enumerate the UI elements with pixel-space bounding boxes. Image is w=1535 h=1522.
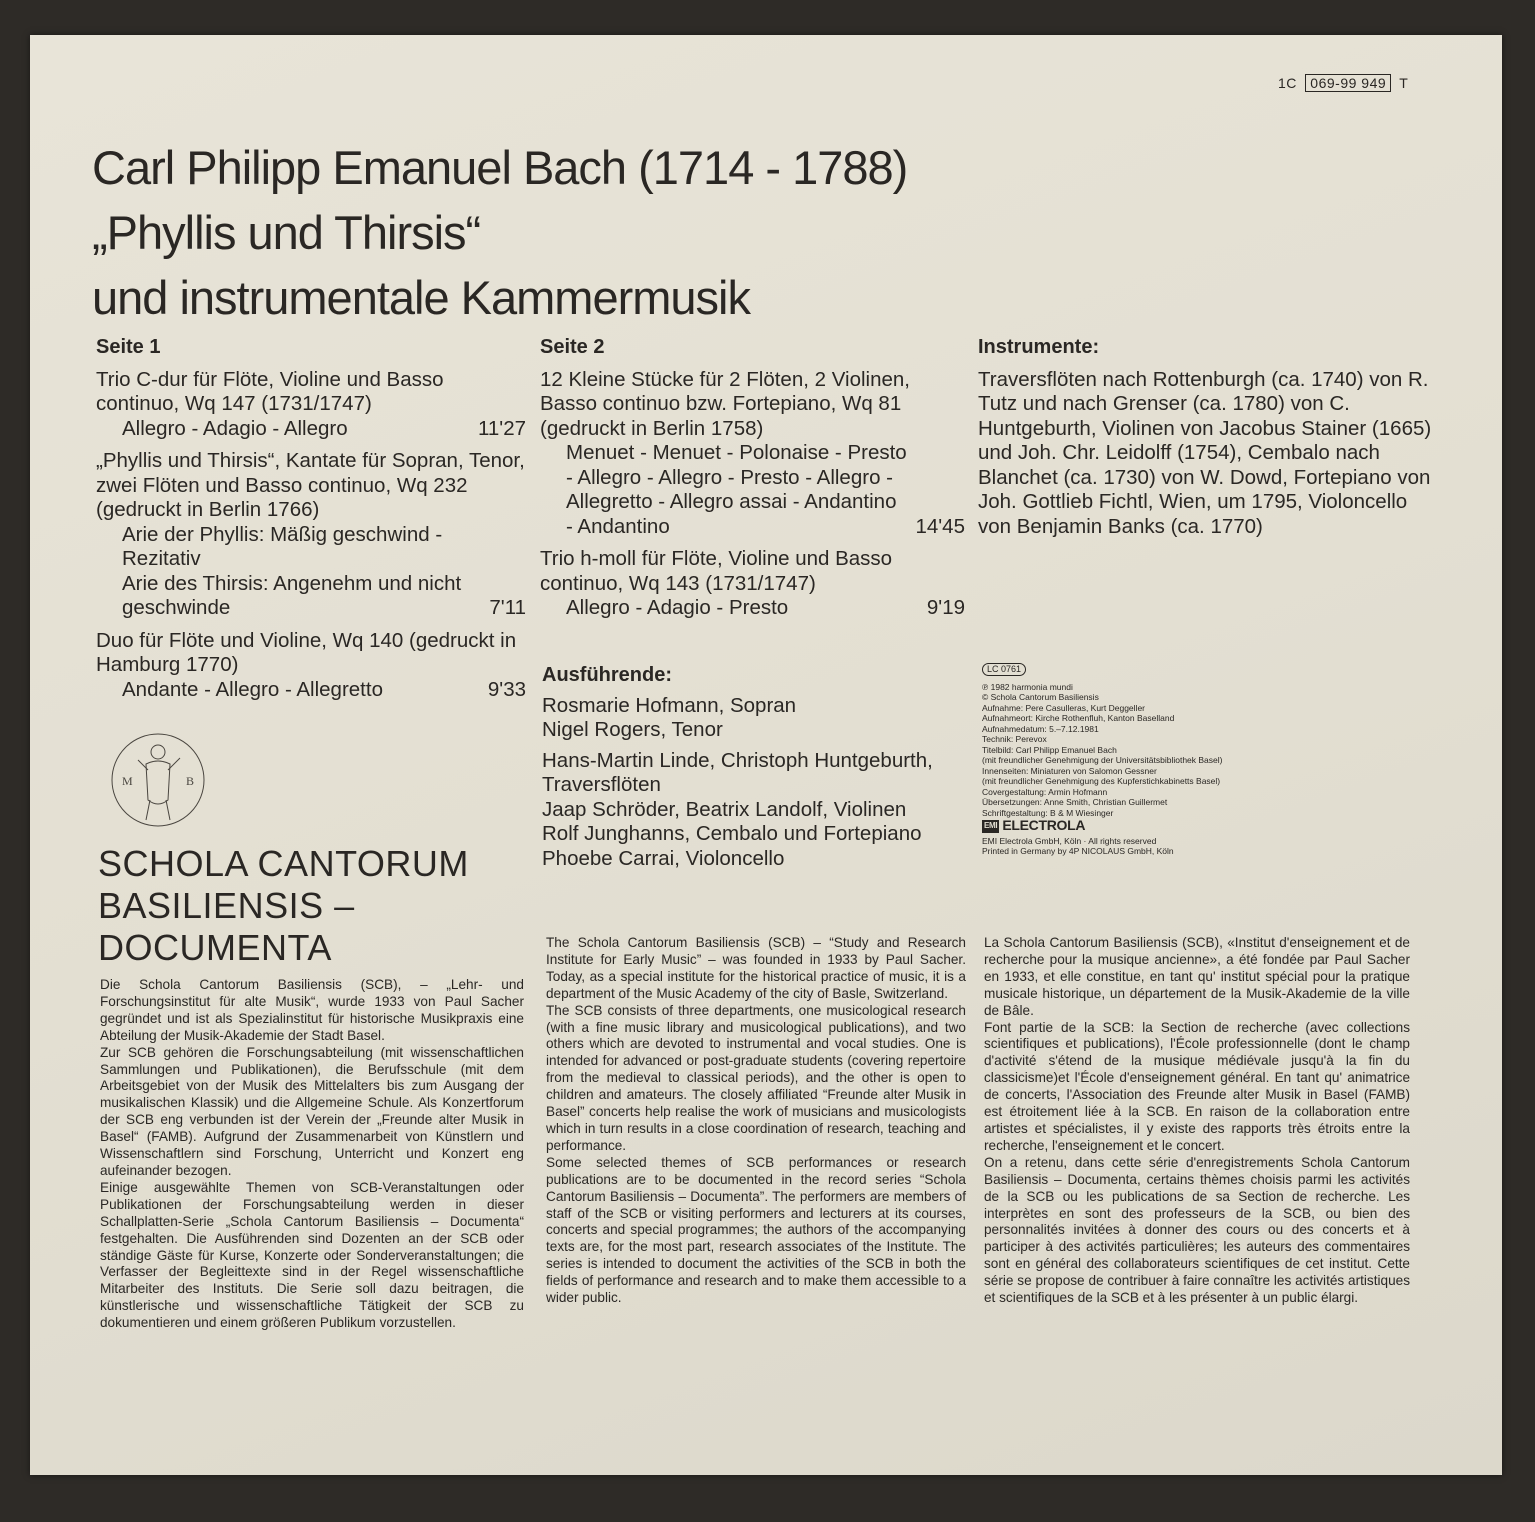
title-work: „Phyllis und Thirsis“ [92, 206, 481, 259]
side-1-work-2 [96, 449, 526, 621]
credit-line: Covergestaltung: Armin Hofmann [982, 786, 1108, 797]
catalog-number-box: 069-99 949 [1305, 74, 1391, 92]
performer: Rosmarie Hofmann, Sopran [542, 693, 797, 717]
album-title [92, 135, 907, 330]
work-title: Duo für Flöte und Violine, Wq 140 (gedruckt in Hamburg 1770) [96, 628, 517, 676]
paragraph: Einige ausgewählte Themen von SCB-Veranstaltungen oder Publikationen der Forschungsabteilung werden in dieser Schallplatten-Serie „Schola Cantorum Basiliensis – Documenta“ festgehalten. Die Ausführenden sind Dozenten an der SCB oder ständige Gäste für Kurse, Konzerte oder Sonderveranstaltungen; die Verfasser der Begleittexte sind in der Regel wissenschaftliche Mitarbeiter des Instituts. Die Serie soll dazu beitragen, die künstlerische und wissenschaftliche Tätigkeit der SCB zu dokumentieren und einem größeren Publikum vorzustellen. [100, 1179, 524, 1331]
series-title [98, 843, 469, 969]
academy-seal-icon [108, 730, 208, 830]
performers-section [542, 663, 982, 871]
side-1-tracklist [96, 335, 526, 702]
series-title-line: DOCUMENTA [98, 927, 332, 968]
work-duration: 11'27 [478, 416, 526, 440]
work-duration: 14'45 [915, 514, 965, 538]
work-duration: 7'11 [489, 596, 526, 619]
credit-line: Schriftgestaltung: B & M Wiesinger [982, 807, 1114, 818]
catalog-number [1278, 75, 1408, 91]
performer: Phoebe Carrai, Violoncello [542, 846, 785, 870]
credit-line: ℗ 1982 harmonia mundi [982, 681, 1073, 692]
paragraph: On a retenu, dans cette série d'enregistrements Schola Cantorum Basiliensis – Documenta, certains thèmes choisis parmi les activités de la SCB ou les publications de sa Section de recherche. Les interprètes en sont des professeurs de la SCB, ou bien des personnalités invitées à donner des cours ou des concerts et à participer à des activités particulières; les auteurs des commentaires sont en général des collaborateurs scientifiques de cet institut. Cette série se propose de contribuer à faire connaître les activités artistiques et scientifiques de la SCB et à les présenter à un public élargi. [984, 1154, 1410, 1306]
label-code: LC 0761 [982, 663, 1026, 676]
instruments-text: Traversflöten nach Rottenburgh (ca. 1740) von R. Tutz und nach Grenser (ca. 1780) von C. Huntgeburth, Violinen von Jacobus Stainer (1665) und Joh. Chr. Leidolff (1754), Cembalo nach Blanchet (ca. 1730) von W. Dowd, Fortepiano von Joh. Gottlieb Fichtl, Wien, um 1795, Violoncello von Benjamin Banks (ca. 1770) [978, 367, 1432, 538]
credit-line: Innenseiten: Miniaturen von Salomon Gessner [982, 765, 1157, 776]
credit-line: (mit freundlicher Genehmigung des Kupferstichkabinetts Basel) [982, 776, 1221, 786]
series-title-line: BASILIENSIS – [98, 885, 355, 926]
work-movements: Andante - Allegro - Allegretto [122, 677, 383, 701]
instruments-heading: Instrumente: [978, 336, 1100, 358]
paragraph: Font partie de la SCB: la Section de recherche (avec collections scientifiques et publications), l'École professionnelle (dont le champ d'activité s'étend de la musique médiévale jusqu'à la fin du classicisme)et l'École d'enseignement général. En tant qu' animatrice de concerts, l'Association des Freunde alter Musik in Basel (FAMB) est étroitement liée à la SCB. En raison de la collaboration entre artistes et spécialistes, il y existe des rapports très étroits entre la recherche, l'enseignement et le concert. [984, 1019, 1410, 1153]
side-1-heading: Seite 1 [96, 336, 161, 358]
credit-line: Technik: Perevox [982, 734, 1047, 744]
credit-line: Übersetzungen: Anne Smith, Christian Guillermet [982, 797, 1168, 807]
title-subtitle: und instrumentale Kammermusik [92, 271, 750, 324]
work-title: „Phyllis und Thirsis“, Kantate für Sopran, Tenor, zwei Flöten und Basso continuo, Wq 232 (gedruckt in Berlin 1766) [96, 449, 525, 521]
credit-line: Printed in Germany by 4P NICOLAUS GmbH, Köln [982, 846, 1174, 857]
credit-line: Aufnahmeort: Kirche Rothenfluh, Kanton Baselland [982, 713, 1175, 723]
work-title: Trio C-dur für Flöte, Violine und Basso continuo, Wq 147 (1731/1747) [96, 367, 444, 415]
paragraph: Zur SCB gehören die Forschungsabteilung (mit wissenschaftlichen Sammlungen und Publikationen), die Berufsschule (mit dem Arbeitsgebiet von der Musik des Mittelalters bis zum Ausgang der musikalischen Klassik) und die Allgemeine Schule. Als Konzertforum der SCB eng verbunden ist der Verein der „Freunde alter Musik in Basel“ (FAMB). Aufgrund der Zusammenarbeit von Künstlern und Wissenschaftlern sind Forschung, Unterricht und Konzert eng aufeinander bezogen. [100, 1044, 524, 1178]
credits-block [982, 663, 1312, 857]
performers-heading: Ausführende: [542, 664, 672, 686]
performer: Rolf Junghanns, Cembalo und Fortepiano [542, 822, 922, 845]
text-french [984, 935, 1410, 1307]
work-movements: Arie des Thirsis: Angenehm und nicht geschwinde [122, 571, 462, 619]
catalog-prefix: 1C [1278, 75, 1297, 91]
side-2-heading: Seite 2 [540, 336, 605, 358]
paragraph: Some selected themes of SCB performances or research publications are to be documented in the record series “Schola Cantorum Basiliensis – Documenta”. The performers are members of staff of the SCB or visiting performers and lecturers at its courses, concerts and special programmes; the authors of the accompanying texts are, for the most part, research associates of the Institute. The series is intended to document the activities of the SCB in both the fields of performance and research and to make them accessible to a wider public. [546, 1154, 966, 1306]
work-movements: Arie der Phyllis: Mäßig geschwind - Rezitativ [122, 522, 443, 570]
work-duration: 9'33 [487, 677, 526, 701]
credit-line: © Schola Cantorum Basiliensis [982, 692, 1099, 702]
work-duration: 9'19 [926, 596, 965, 619]
credit-line: Aufnahme: Pere Casulleras, Kurt Deggeller [982, 702, 1145, 713]
performer: Jaap Schröder, Beatrix Landolf, Violinen [542, 797, 907, 821]
side-2-work-2 [540, 547, 965, 621]
side-2-work-1 [540, 368, 965, 540]
credit-line: Aufnahmedatum: 5.–7.12.1981 [982, 723, 1099, 734]
seal-letter-left: M [122, 774, 133, 788]
electrola-logo [982, 817, 1086, 833]
instruments-section [978, 335, 1438, 539]
paragraph: The Schola Cantorum Basiliensis (SCB) – “Study and Research Institute for Early Music” – was founded in 1933 by Paul Sacher. Today, as a special institute for the historical practice of music, it is a department of the Music Academy of the city of Basle, Switzerland. [546, 935, 966, 1001]
credit-line: EMI Electrola GmbH, Köln · All rights reserved [982, 835, 1157, 846]
work-movements: Allegro - Adagio - Allegro [122, 416, 348, 440]
title-composer: Carl Philipp Emanuel Bach (1714 - 1788) [92, 141, 908, 194]
credit-line: Titelbild: Carl Philipp Emanuel Bach [982, 744, 1117, 755]
credit-line: (mit freundlicher Genehmigung der Universitätsbibliothek Basel) [982, 755, 1223, 765]
work-title: Trio h-moll für Flöte, Violine und Basso continuo, Wq 143 (1731/1747) [540, 547, 893, 595]
paragraph: La Schola Cantorum Basiliensis (SCB), «Institut d'enseignement et de recherche pour la musique ancienne», a été fondée par Paul Sacher en 1933, et elle constitue, en tant qu' institut spécial pour la pratique musicale historique, un département de la Musik-Akademie de la ville de Bâle. [984, 935, 1410, 1018]
text-german [100, 977, 524, 1332]
paragraph: Die Schola Cantorum Basiliensis (SCB), – „Lehr- und Forschungsinstitut für alte Musik“, wurde 1933 von Paul Sacher gegründet und ist als Spezialinstitut für historische Musikpraxis eine Abteilung der Musik-Akademie der Stadt Basel. [100, 977, 524, 1043]
performer: Hans-Martin Linde, Christoph Huntgeburth, Traversflöten [542, 748, 933, 796]
electrola-wordmark: ELECTROLA [1002, 817, 1086, 833]
side-1-work-3 [96, 629, 526, 703]
work-movements: Allegro - Adagio - Presto [566, 596, 789, 619]
text-english [546, 935, 966, 1307]
seal-letter-right: B [186, 774, 195, 788]
side-1-work-1 [96, 368, 526, 442]
performer: Nigel Rogers, Tenor [542, 718, 723, 741]
paragraph: The SCB consists of three departments, one musicological research (with a fine music library and musicological publications), and two others which are devoted to instrumental and vocal studies. One is intended for advanced or post-graduate students (covering repertoire from the medieval to classical periods), and the other is open to children and amateurs. The closely affiliated “Freunde alter Musik in Basel” concerts help realise the work of musicians and musicologists which in turn results in a close coordination of research, teaching and performance. [546, 1002, 966, 1153]
side-2-tracklist [540, 335, 965, 621]
work-title: 12 Kleine Stücke für 2 Flöten, 2 Violinen, Basso continuo bzw. Fortepiano, Wq 81 (gedruckt in Berlin 1758) [540, 367, 910, 440]
emi-logo-icon: EMI [982, 820, 999, 833]
series-title-line: SCHOLA CANTORUM [98, 843, 469, 884]
work-movements: Menuet - Menuet - Polonaise - Presto - Allegro - Allegro - Presto - Allegro - Allegretto - Allegro assai - Andantino - Andantino [566, 441, 907, 538]
record-sleeve-back [30, 35, 1502, 1475]
catalog-suffix: T [1399, 75, 1409, 91]
